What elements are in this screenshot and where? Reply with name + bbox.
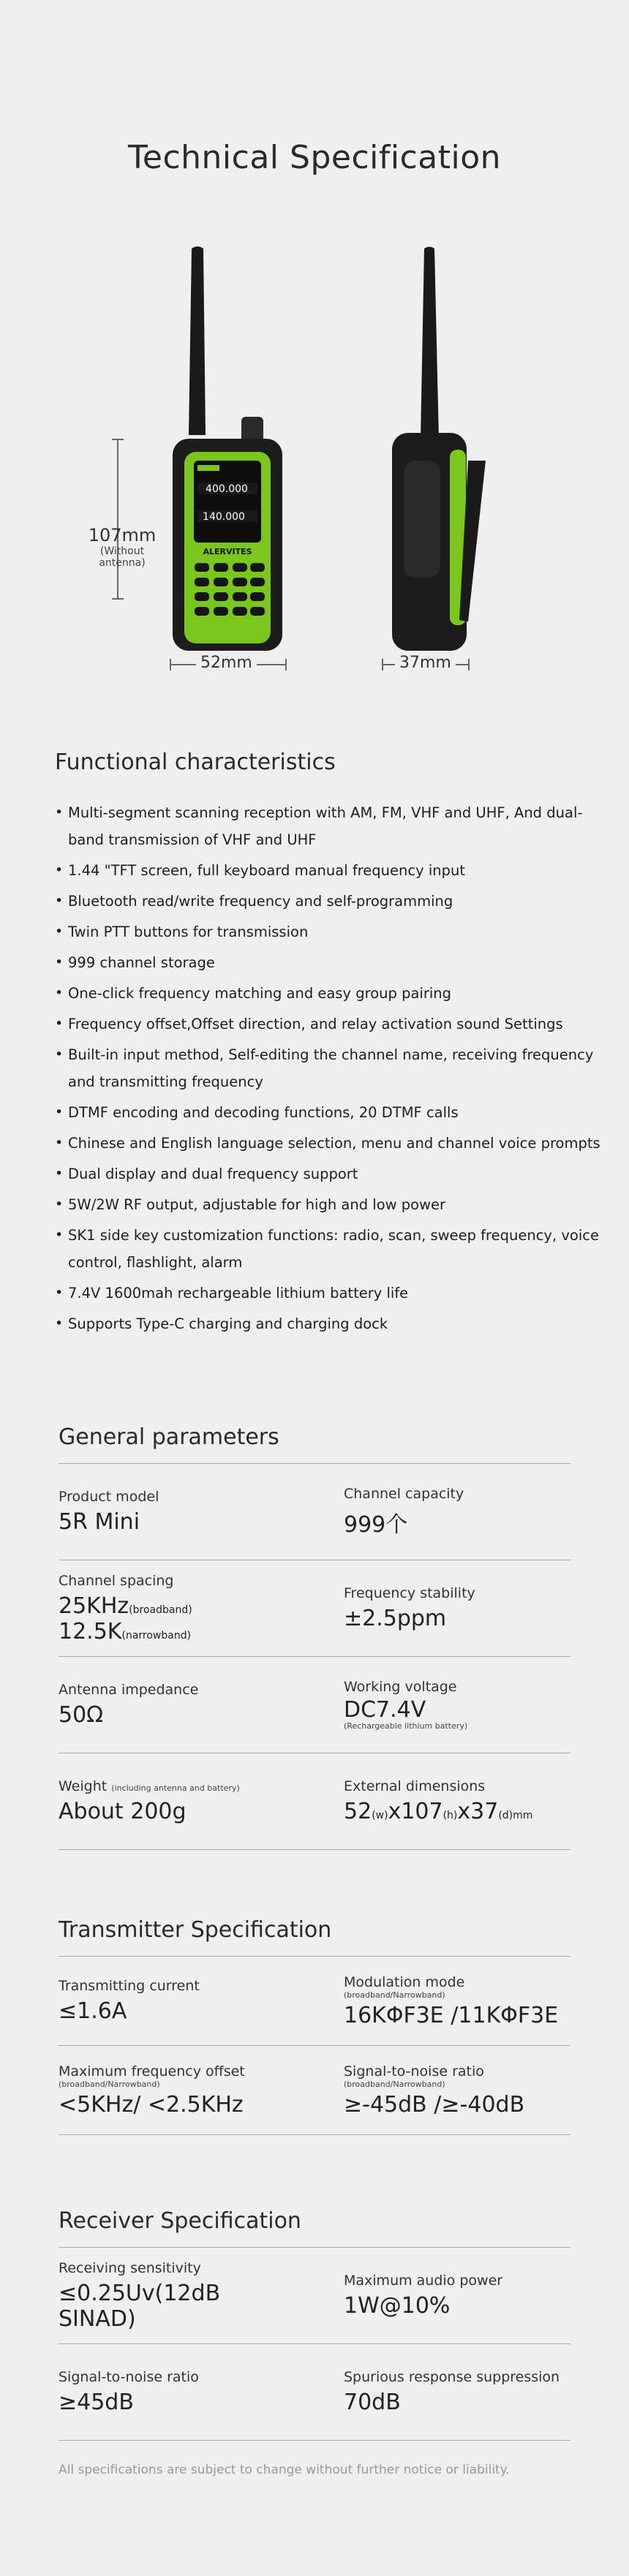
general-heading: General parameters [59,1424,570,1464]
spec-modulation-mode: Modulation mode (broadband/Narrowband) 16KΦF3E /11KΦF3E [344,1973,559,2028]
product-figure [0,241,629,695]
spec-receiving-sensitivity: Receiving sensitivity ≤0.25Uv(12dB SINAD) [59,2259,221,2332]
spec-product-model: Product model 5R Mini [59,1489,159,1535]
list-item: • Built-in input method, Self-editing the channel name, receiving frequency and transmitting frequency [55,1041,611,1095]
functional-heading: Functional characteristics [55,749,336,775]
radio-side-view [392,247,486,651]
list-item: • Bluetooth read/write frequency and self-programming [55,888,611,915]
spec-antenna-impedance: Antenna impedance 50Ω [59,1682,199,1728]
list-item: • Multi-segment scanning reception with AM, FM, VHF and UHF, And dual-band transmission of VHF and UHF [55,799,611,853]
list-item: • Supports Type-C charging and charging dock [55,1310,611,1337]
list-item: • Frequency offset,Offset direction, and relay activation sound Settings [55,1011,611,1038]
list-item: • 7.4V 1600mah rechargeable lithium battery life [55,1280,611,1307]
height-dimension-line [117,439,118,600]
feature-list [55,799,611,1341]
list-item: • 1.44 "TFT screen, full keyboard manual frequency input [55,857,611,884]
radio-illustration [0,241,629,695]
screen-freq-1: 400.000 [206,483,248,495]
radio-brand: ALERVITES [203,547,252,556]
transmitter-heading: Transmitter Specification [59,1917,570,1957]
list-item: • One-click frequency matching and easy group pairing [55,980,611,1007]
list-item: • Twin PTT buttons for transmission [55,918,611,945]
spec-frequency-stability: Frequency stability ±2.5ppm [344,1585,475,1631]
spec-external-dimensions: External dimensions 52(w)x107(h)x37(d)mm [344,1778,533,1824]
spec-working-voltage: Working voltage DC7.4V (Rechargeable lithium battery) [344,1679,468,1731]
list-item: • Chinese and English language selection, menu and channel voice prompts [55,1130,611,1157]
list-item: • 5W/2W RF output, adjustable for high and low power [55,1191,611,1218]
list-item: • 999 channel storage [55,949,611,976]
spec-channel-spacing: Channel spacing 25KHz(broadband) 12.5K(narrowband) [59,1572,192,1644]
spec-weight: Weight (including antenna and battery) About 200g [59,1778,240,1824]
height-label: 107mm (Without antenna) [88,525,157,569]
width-label: 52mm [196,654,257,672]
general-parameters [59,1424,570,1850]
depth-label: 37mm [395,654,456,672]
screen-freq-2: 140.000 [203,511,245,523]
list-item: • Dual display and dual frequency support [55,1160,611,1187]
spec-receive-snr: Signal-to-noise ratio ≥45dB [59,2369,199,2415]
list-item: • SK1 side key customization functions: radio, scan, sweep frequency, voice control, flashlight, alarm [55,1222,611,1276]
disclaimer-footnote: All specifications are subject to change without further notice or liability. [59,2463,510,2477]
list-item: • DTMF encoding and decoding functions, 20 DTMF calls [55,1099,611,1126]
transmitter-specification [59,1917,570,2135]
spec-max-audio-power: Maximum audio power 1W@10% [344,2273,503,2319]
spec-max-frequency-offset: Maximum frequency offset (broadband/Narrowband) <5KHz/ <2.5KHz [59,2063,245,2118]
receiver-heading: Receiver Specification [59,2208,570,2248]
radio-front-view [173,246,282,651]
spec-transmit-snr: Signal-to-noise ratio (broadband/Narrowband) ≥-45dB /≥-40dB [344,2063,525,2118]
spec-channel-capacity: Channel capacity 999个 [344,1485,464,1538]
page-title: Technical Specification [127,139,502,176]
receiver-specification [59,2208,570,2441]
spec-transmitting-current: Transmitting current ≤1.6A [59,1978,200,2024]
spec-spurious-suppression: Spurious response suppression 70dB [344,2369,560,2415]
